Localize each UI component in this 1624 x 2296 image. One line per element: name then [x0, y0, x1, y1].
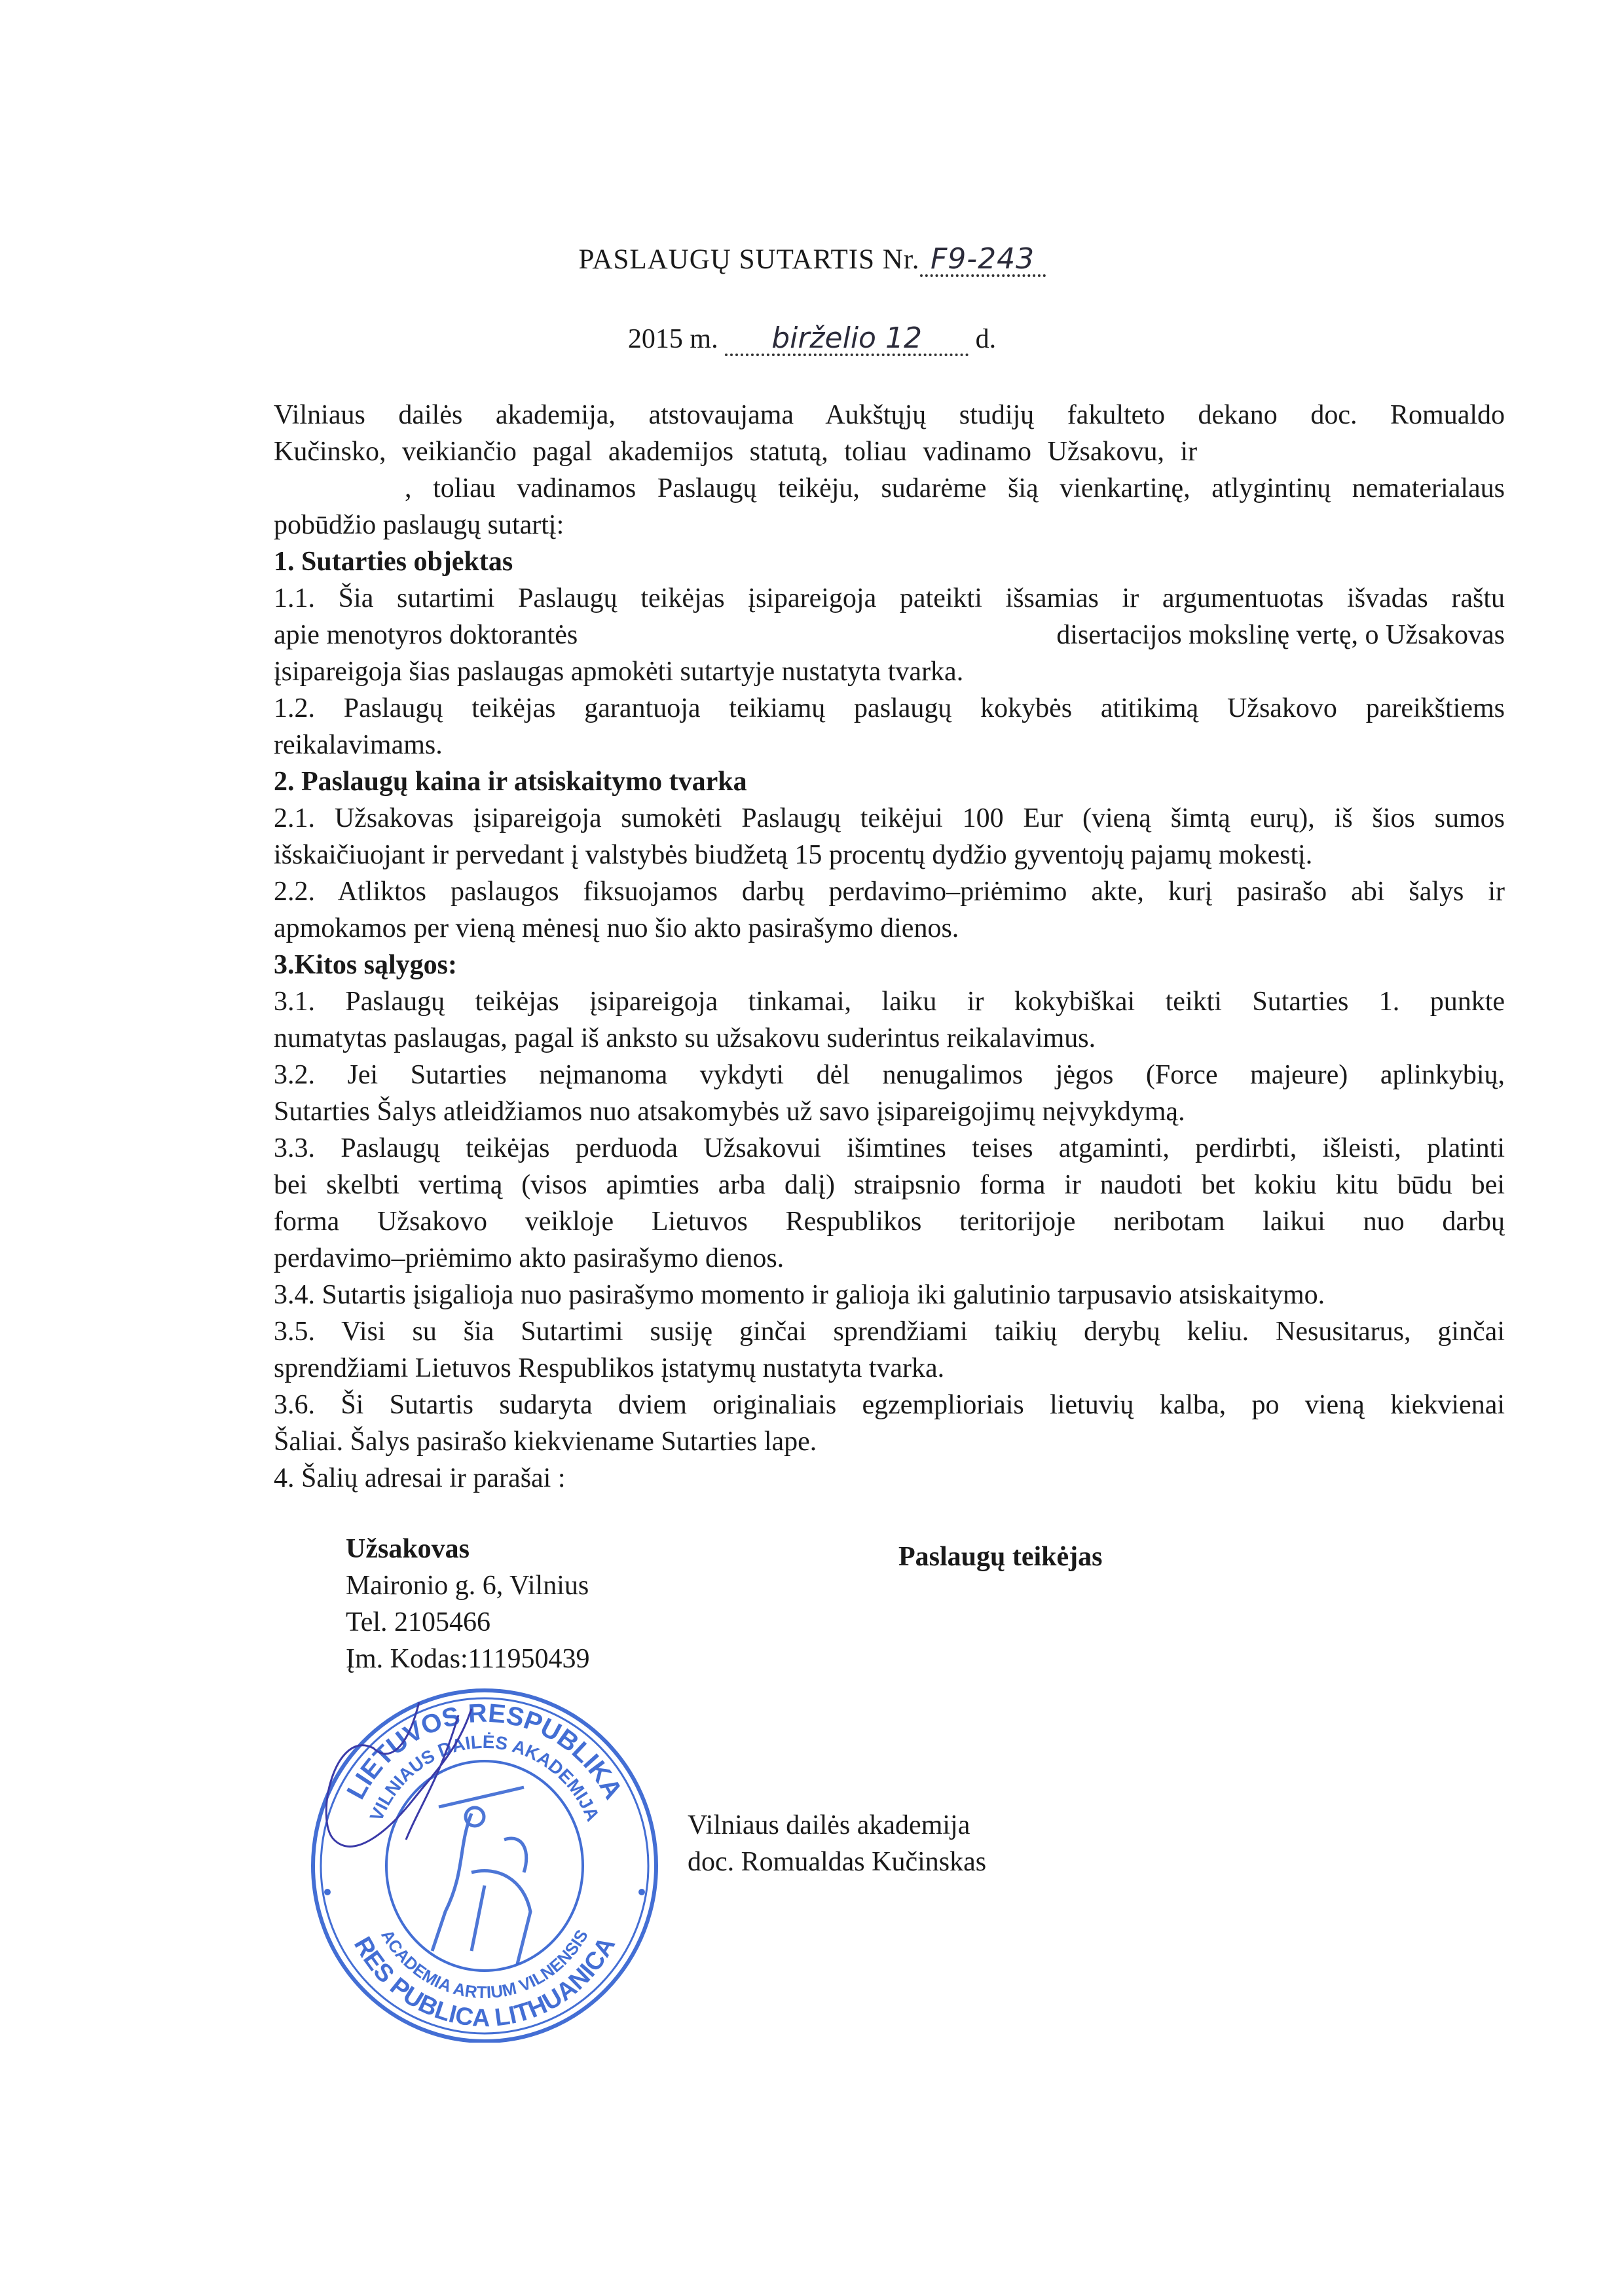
paragraph-line: 3.3. Paslaugų teikėjas perduoda Užsakovui išimtines teises atgaminti, perdirbti, išleisti, platinti — [274, 1133, 1505, 1163]
paragraph-line: Šaliai. Šalys pasirašo kiekviename Sutarties lape. — [274, 1427, 817, 1457]
vytis-knight-icon — [432, 1787, 530, 1964]
paragraph-line: numatytas paslaugas, pagal iš anksto su užsakovu suderintus reikalavimus. — [274, 1023, 1096, 1053]
stamp-outer-top: LIETUVOS RESPUBLIKA — [341, 1698, 628, 1804]
paragraph-line: 4. Šalių adresai ir parašai : — [274, 1463, 566, 1493]
stamp-inner-bottom: ACADEMIA ARTIUM VILNENSIS — [377, 1926, 592, 2003]
paragraph-line: perdavimo–priėmimo akto pasirašymo dienos. — [274, 1243, 784, 1273]
contract-title — [0, 244, 1624, 277]
signatory-block — [688, 1807, 986, 1880]
date-suffix: d. — [975, 324, 997, 354]
paragraph-line: Sutarties Šalys atleidžiamos nuo atsakomybės už savo įsipareigojimų neįvykdymą. — [274, 1097, 1185, 1127]
paragraph-line: , toliau vadinamos Paslaugų teikėju, sudarėme šią vienkartinę, atlygintinų nematerialaus — [405, 473, 1505, 503]
paragraph-line: 3.4. Sutartis įsigalioja nuo pasirašymo momento ir galioja iki galutinio tarpusavio atsiskaitymo. — [274, 1280, 1325, 1310]
paragraph-line: išskaičiuojant ir pervedant į valstybės biudžetą 15 procentų dydžio gyventojų pajamų mokestį. — [274, 840, 1313, 870]
paragraph-line: 3.6. Ši Sutartis sudaryta dviem originaliais egzemplioriais lietuvių kalba, po vieną kiekvienai — [274, 1390, 1505, 1420]
signatory-name: doc. Romualdas Kučinskas — [688, 1847, 987, 1877]
paragraph-line: pobūdžio paslaugų sutartį: — [274, 510, 564, 540]
paragraph-line: Kučinsko, veikiančio pagal akademijos statutą, toliau vadinamo Užsakovu, ir — [274, 437, 1198, 467]
paragraph-line: reikalavimams. — [274, 730, 443, 760]
customer-phone: Tel. 2105466 — [346, 1607, 491, 1637]
contract-number-handwritten: F9-243 — [920, 244, 1046, 277]
paragraph-line: Vilniaus dailės akademija, atstovaujama Aukštųjų studijų fakulteto dekano doc. Romualdo — [274, 400, 1505, 430]
paragraph-line: 3.5. Visi su šia Sutartimi susiję ginčai sprendžiami taikių derybų keliu. Nesusitarus, ginčai — [274, 1317, 1505, 1347]
paragraph-line — [274, 617, 1505, 653]
customer-address: Maironio g. 6, Vilnius — [346, 1571, 589, 1601]
provider-block — [898, 1539, 1103, 1575]
paragraph-line: įsipareigoja šias paslaugas apmokėti sutartyje nustatyta tvarka. — [274, 657, 964, 687]
paragraph-line: sprendžiami Lietuvos Respublikos įstatymų nustatyta tvarka. — [274, 1353, 945, 1383]
paragraph-line: 3.2. Jei Sutarties neįmanoma vykdyti dėl nenugalimos jėgos (Force majeure) aplinkybių, — [274, 1060, 1505, 1090]
stamp-inner-top: VILNIAUS DAILĖS AKADEMIJA — [365, 1731, 604, 1825]
section-heading: 2. Paslaugų kaina ir atsiskaitymo tvarka — [274, 767, 747, 797]
provider-heading: Paslaugų teikėjas — [898, 1542, 1103, 1572]
customer-code: Įm. Kodas:111950439 — [346, 1644, 590, 1674]
line-segment: disertacijos mokslinę vertę, o Užsakovas — [1056, 620, 1505, 650]
paragraph-line: 1.1. Šia sutartimi Paslaugų teikėjas įsipareigoja pateikti išsamias ir argumentuotas išvadas raštu — [274, 583, 1505, 613]
date-year: 2015 m. — [627, 324, 718, 354]
line-segment: apie menotyros doktorantės — [274, 620, 578, 650]
customer-block — [346, 1531, 590, 1677]
paragraph-line: 2.1. Užsakovas įsipareigoja sumokėti Paslaugų teikėjui 100 Eur (vieną šimtą eurų), iš šios sumos — [274, 803, 1505, 833]
date-handwritten: birželio 12 — [725, 323, 969, 356]
contract-date — [0, 323, 1624, 356]
section-heading: 1. Sutarties objektas — [274, 547, 513, 577]
paragraph-line: 1.2. Paslaugų teikėjas garantuoja teikiamų paslaugų kokybės atitikimą Užsakovo pareikštiems — [274, 693, 1505, 723]
stamp-outer-bottom: RES PUBLICA LITHUANICA — [348, 1932, 621, 2033]
customer-heading: Užsakovas — [346, 1534, 470, 1564]
paragraph-line: apmokamos per vieną mėnesį nuo šio akto pasirašymo dienos. — [274, 913, 959, 943]
section-heading: 3.Kitos sąlygos: — [274, 950, 458, 980]
contract-body — [274, 397, 1505, 1497]
paragraph-line: bei skelbti vertimą (visos apimties arba dalį) straipsnio forma ir naudoti bet kokiu kitu būdu bei — [274, 1170, 1505, 1200]
paragraph-line: 3.1. Paslaugų teikėjas įsipareigoja tinkamai, laiku ir kokybiškai teikti Sutarties 1. punkte — [274, 987, 1505, 1017]
title-text: PASLAUGŲ SUTARTIS Nr. — [578, 244, 920, 275]
paragraph-line: 2.2. Atliktos paslaugos fiksuojamos darbų perdavimo–priėmimo akte, kurį pasirašo abi šalys ir — [274, 877, 1505, 907]
official-stamp — [308, 1676, 661, 2043]
signatory-org: Vilniaus dailės akademija — [688, 1810, 970, 1840]
paragraph-line: forma Užsakovo veikloje Lietuvos Respublikos teritorijoje neribotam laikui nuo darbų — [274, 1207, 1505, 1237]
